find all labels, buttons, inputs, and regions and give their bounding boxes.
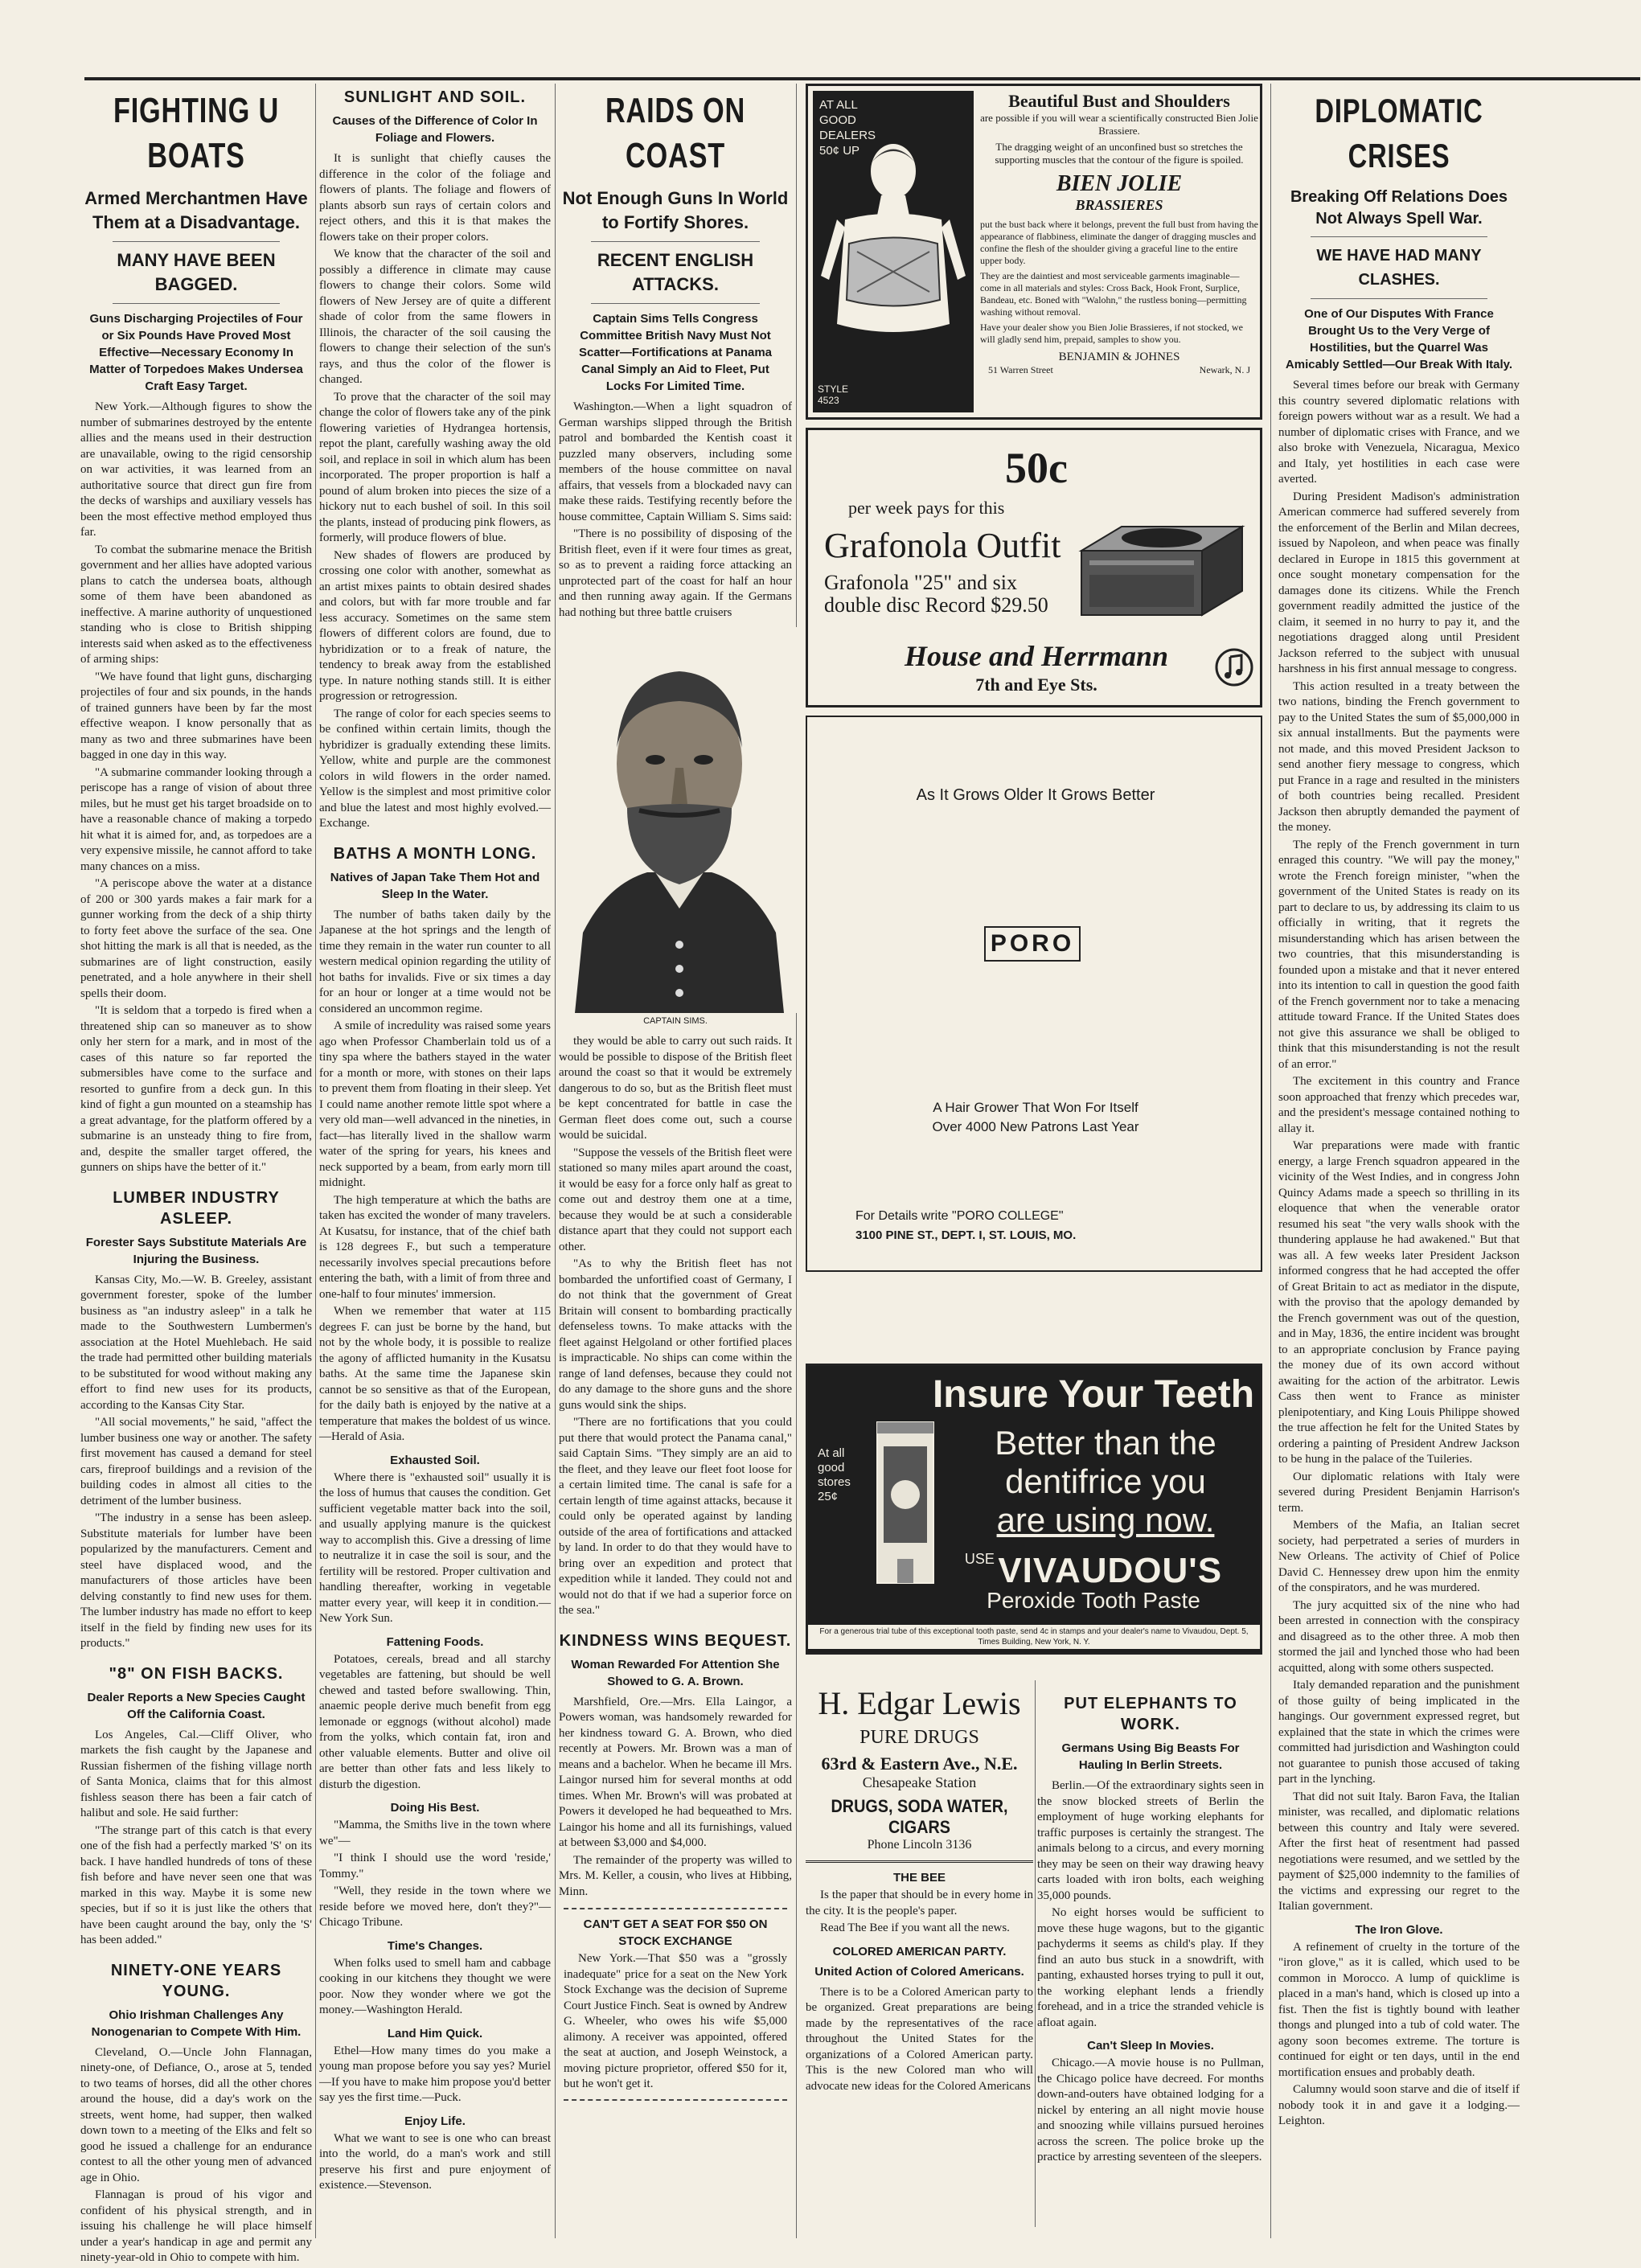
deck: One of Our Disputes With France Brought Us to the Very Verge of Hostilities, but the Quarrel Was Amicably Settled—Our Break With Italy.	[1285, 307, 1513, 371]
article-paragraph: When folks used to smell ham and cabbage cooking in our kitchens they thought we were poor. Now they wonder where we got the money.—Washington Herald.	[319, 1956, 551, 2016]
deck: Captain Sims Tells Congress Committee British Navy Must Not Scatter—Fortifications at Panama Canal Simply an Aid to Fleet, Put Locks For Limited Time.	[578, 312, 773, 393]
headline: THE BEE	[892, 1871, 946, 1885]
article-paragraph: The jury acquitted six of the nine who had been arrested in connection with the conspiracy and disagreed as to the other three. A mob then stormed the jail and lynched those who had been acquitted, along with some others suspected.	[1278, 1598, 1520, 1675]
article-paragraph: "Mamma, the Smiths live in the town where we"—	[319, 1819, 551, 1848]
article-paragraph: That did not suit Italy. Baron Fava, the Italian minister, was recalled, and diplomatic relations between this country and Italy were severed. After the first heat of resentment had passed negotiations were resumed, and we settled by the payment of $25,000 indemnity to the families of the victims and expressing our regret to the Italian government.	[1278, 1790, 1520, 1913]
article-paragraph: Ethel—How many times do you make a young man propose before you say yes? Muriel—If you have to make him propose you'd better say yes the first time.—Puck.	[319, 2044, 551, 2104]
article-paragraph: The remainder of the property was willed to Mrs. M. Keller, a cousin, who lives at Hibbing, Minn.	[559, 1853, 792, 1898]
ad-tagline: As It Grows Older It Grows Better	[916, 786, 1155, 804]
deck: RECENT ENGLISH ATTACKS.	[597, 250, 754, 294]
headline: "8" ON FISH BACKS.	[109, 1664, 284, 1683]
article-paragraph: New York.—That $50 was a "grossly inadequate" price for a seat on the New York Stock Exchange was the decision of Supreme Court Justice Finch. Seat is owned by Andrew G. Wheeler, who owes his wife $5,000 alimony. A receiver was appointed, offered the seat at auction, and Joseph Weinstock, a moving picture proprietor, offered $50 for it, but he won't get it.	[564, 1952, 787, 2090]
subheading: Doing His Best.	[390, 1801, 480, 1815]
ad-text: per week pays for this	[848, 498, 1005, 518]
ad-fine-print: For a generous trial tube of this exceptional tooth paste, send 4c in stamps and your dealer's name to Vivaudou, Dept. 5, Times Building, New York, N. Y.	[808, 1625, 1260, 1649]
ad-price: 50c	[1005, 444, 1068, 492]
article-paragraph: "All social movements," he said, "affect the lumber business one way or another. The safety first movement has caused a demand for steel cars, fireproof buildings and a revision of the building codes in almost all cities to the detriment of the lumber business.	[80, 1416, 312, 1507]
article-paragraph: Our diplomatic relations with Italy were severed during President Benjamin Harrison's term.	[1278, 1470, 1520, 1515]
deck: Breaking Off Relations Does Not Always Spell War.	[1290, 188, 1508, 228]
separator	[113, 241, 280, 242]
article-paragraph: they would be able to carry out such raids. It would be possible to dispose of the British fleet around the coast so that it would be extremely dangerous to do so, but as the British fleet must be kept concentrated for battle in case the German fleet does come out, such a course would be suicidal.	[559, 1035, 792, 1142]
captain-sims-portrait	[559, 627, 800, 1013]
ad-text: The dragging weight of an unconfined bust so stretches the supporting muscles that the contour of the figure is spoiled.	[995, 141, 1244, 166]
subheading: Time's Changes.	[387, 1938, 483, 1953]
article-paragraph: When we remember that water at 115 degrees F. can just be borne by the hand, but not by the whole body, it is possible to realize the agony of afflicted humanity in the Kusatsu baths. At the same time the Japanese skin cannot be so sensitive as that of the European, for the daily bath is enjoyed by the native at a temperature that makes the boldest of us wince.—Herald of Asia.	[319, 1305, 551, 1443]
article-paragraph: To combat the submarine menace the British government and her allies have adopted various plans to catch the undersea boats, although some of them have been abandoned as ineffective. A marine authority of unquestioned standing who is close to British shipping interests said when asked as to the effectiveness of arming ships:	[80, 543, 312, 666]
phonograph-illustration	[1073, 502, 1250, 623]
article-paragraph: Members of the Mafia, an Italian secret society, had perpetrated a series of murders in New Orleans. The activity of Chief of Police David C. Hennessey drew upon him the enmity of the conspirators, and he was murdered.	[1278, 1519, 1520, 1594]
ad-text: Chesapeake Station	[862, 1774, 977, 1790]
brand-logo: BRASSIERES	[1075, 197, 1163, 213]
article-paragraph: "There is no possibility of disposing of the British fleet, even if it were four times as great, so as to prevent a raiding force attacking an unprotected part of the coast for half an hour and then running away again. If the Germans had nothing but three battle cruisers	[559, 527, 792, 619]
deck: Woman Rewarded For Attention She Showed to G. A. Brown.	[571, 1657, 780, 1688]
article-paragraph: Is the paper that should be in every home in the city. It is the people's paper.	[806, 1889, 1033, 1917]
article-paragraph: "The industry in a sense has been asleep. Substitute materials for lumber have been popularized by the manufacturers. Cement and steel have displaced wood, and the manufacturers of those articles have been delving constantly to find new uses for them. The lumber industry has made no effort to keep itself in the field by finding new uses for its products."	[80, 1511, 312, 1650]
top-rule	[84, 77, 1640, 80]
article-paragraph: Italy demanded reparation and the punishment of those guilty of being implicated in the hangings. Our government expressed regret, but explained that the state in which the crimes were committed had jurisdiction and Washington could not guarantee to punish those accused of taking part in the lynching.	[1278, 1679, 1520, 1786]
photo-caption: CAPTAIN SIMS.	[643, 1016, 708, 1026]
separator	[591, 303, 760, 304]
ad-text: A Hair Grower That Won For Itself	[933, 1100, 1138, 1115]
article-paragraph: New York.—Although figures to show the number of submarines destroyed by the entente allies and the means used in their destruction are unavailable, owing to the rigid censorship on war activities, it was learned from an authoritative source that direct gun fire from the decks of warships and auxiliary vessels has been the most effective method employed thus far.	[80, 400, 312, 539]
ad-poro	[806, 716, 1262, 1272]
article-paragraph: Calumny would soon starve and die of itself if nobody took it in and gave it a lodging.—Leighton.	[1278, 2083, 1520, 2127]
product-name: Grafonola Outfit	[824, 526, 1061, 565]
article-paragraph: Cleveland, O.—Uncle John Flannagan, ninety-one, of Defiance, O., arose at 5, tended to two teams of horses, did all the other chores around the house, did a day's work on the streets, went home, had supper, then walked down town to a meeting of the Elks and felt so good he issued a challenge for an endurance contest to all the other young men of advanced age in Ohio.	[80, 2045, 312, 2184]
article-paragraph: Washington.—When a light squadron of German warships slipped through the British patrol and bombarded the Kentish coast it puzzled many observers, including some members of the house committee on naval affairs, that vessels from a blockaded navy can make these raids. Testifying recently before the house committee, Captain William S. Sims said:	[559, 400, 792, 523]
article-paragraph: A refinement of cruelty in the torture of the "iron glove," as it is called, which used to be common in Morocco. A lump of quicklime is placed in a man's hand, which is closed up into a fist. Then the fist is tightly bound with leather thongs and plunged into a tub of cold water. The agony soon becomes extreme. The torture is continued for eight or ten days, until in the end mortification ensues and probably death.	[1278, 1940, 1520, 2079]
ad-bien-jolie	[806, 84, 1262, 420]
article-paragraph: "As to why the British fleet has not bombarded the unfortified coast of Germany, I do not think that the government of Great Britain will consent to bombarding practically defenseless towns. To make attacks with the fleet against Helgoland or other fortified places is impracticable. No ships can come within the range of land defenses, because they could not do any damage to the shore guns and the shore guns would sink the ships.	[559, 1257, 792, 1412]
article-paragraph: There is to be a Colored American party to be organized. Great preparations are being made by the representatives of the race throughout the United States for the organizations of a Colored American party. This is the new Colored man who will advocate new ideas for the Colored Americans	[806, 1985, 1033, 2093]
separator	[1311, 236, 1487, 237]
brand-logo: BIEN JOLIE	[1056, 171, 1183, 196]
article-paragraph: "There are no fortifications that you could put there that would protect the Panama canal," said Captain Sims. "They simply are an aid to the fleet, and they leave our fleet foot loose for a certain limited time. The canal is safe for a certain length of time against attacks, because it could only be operated against by landing outside of the area of fortifications and attacked by land. In order to do that they would have to bring over an expedition and protect that expedition while it landed. They could not and would not do that if we had a superior force on the sea."	[559, 1416, 792, 1617]
subheading: Can't Sleep In Movies.	[1087, 2039, 1214, 2053]
column-3	[559, 84, 792, 2109]
ad-text: Have your dealer show you Bien Jolie Brassieres, if not stocked, we will gladly send him, prepaid, samples to show you.	[980, 322, 1243, 345]
ad-phone: Phone Lincoln 3136	[867, 1838, 972, 1852]
deck: Ohio Irishman Challenges Any Nonogenarian to Compete With Him.	[91, 2008, 302, 2039]
deck: WE HAVE HAD MANY CLASHES.	[1316, 247, 1482, 289]
store-address: 7th and Eye Sts.	[975, 675, 1097, 695]
headline: BATHS A MONTH LONG.	[333, 844, 537, 863]
headline-diplomatic-crises: DIPLOMATIC CRISES	[1315, 92, 1483, 174]
price-badge: At all good stores 25¢	[818, 1446, 851, 1503]
store-name: House and Herrmann	[904, 640, 1169, 672]
article-paragraph: The reply of the French government in turn enraged this country. "We will pay the money," wrote the French foreign minister, "when the government of the United States is ready on its part to declare to us, by addressing its claim to us officially in writing, that it regrets the misunderstanding which has arisen between the two countries, that this misunderstanding is founded upon a mistake and that it never entered into its intention to call in question the good faith of the French government nor to take a menacing attitude toward France. If the United States does not give this assurance we shall be obliged to think that this misunderstanding is not the result of an error."	[1278, 838, 1520, 1071]
headline-raids-on-coast: RAIDS ON COAST	[605, 91, 746, 175]
article-paragraph: "A submarine commander looking through a periscope has a range of vision of about three miles, but he must get his target broadside on to have a reasonable chance of making a torpedo hit what it is aimed for, and, as torpedoes are a very expensive missile, he cannot afford to take many chances on a miss.	[80, 765, 312, 873]
ad-text: For Details write "PORO COLLEGE"	[855, 1209, 1064, 1223]
ad-copy	[980, 91, 1258, 376]
article-paragraph: Los Angeles, Cal.—Cliff Oliver, who markets the fish caught by the Japanese and Russian fishermen of the fishing village north of Santa Monica, claims that for this almost fishless season there has been a fair catch of halibut and sole. He said further:	[80, 1728, 312, 1819]
article-paragraph: War preparations were made with frantic energy, a large French squadron appeared in the vicinity of the West Indies, and in congress John Quincy Adams made a speech so thrilling in its eloquence that when the venerable orator resumed his seat "the very walls shook with the thundering applause he had awakened." But that was all. A few weeks later President Jackson informed congress that he had accepted the offer of Great Britain to act as mediator in the dispute, with the proviso that the apology demanded by the French government was out of the question, and in May, 1836, the entire incident was brought to an appropriate conclusion by France paying the money due of its own accord without awaiting for the action of the arbitrator. Lewis Cass then went to France as minister plenipotentiary, and King Louis Philippe showed the true affection he felt for the United States by ordering a painting of President Andrew Jackson to be hung in the palace of the Tuileries.	[1278, 1139, 1520, 1466]
article-paragraph: It is sunlight that chiefly causes the difference in the color of the foliage and flowers of plants. The foliage and flowers of plants absorb sun rays of certain colors and reject others, and this it is that makes the flowers take on their proper colors.	[319, 152, 551, 244]
ad-illustration-panel	[813, 91, 974, 412]
ad-text: They are the daintiest and most serviceable garments imaginable—come in all materials and styles: Cross Back, Hook Front, Surplice, Bandeau, etc. Boned with "Walohn," the rustless boning—permitting washing without removal.	[980, 270, 1247, 318]
article-paragraph: We know that the character of the soil and possibly a difference in climate may cause flowers to change their colors. Some wild flowers of New Jersey are of quite a different shade of color from the same flowers in Illinois, the character of the soil causing the flowers to change their selection of the sun's rays, and thus the color of the flower is changed.	[319, 248, 551, 386]
article-paragraph: "It is seldom that a torpedo is fired when a threatened ship can so maneuver as to show only her stern for a mark, and in most of the cases of this nature so far reported the submersibles have come to the surface and resorted to gunfire from a deck gun. In this kind of fight a gun mounted on a steamship has a great advantage, for the platform offered by a submarine is an unsteady thing to fire from, and, despite the smaller target offered, the gunners on ships have the better of it."	[80, 1004, 312, 1174]
column-5-lower	[1037, 1680, 1264, 2168]
article-paragraph: "We have found that light guns, discharging projectiles of four and six pounds, in the hands of trained gunners have been by far the most effective weapon. I know personally that as many as two and three submarines have been bagged in one day in this way.	[80, 670, 312, 761]
ad-store-name: H. Edgar Lewis	[818, 1685, 1021, 1721]
article-paragraph: No eight horses would be sufficient to move these huge wagons, but to the gigantic pachyderms it seems as child's play. If they find an auto bus stuck in a snowdrift, with panting, exhausted horses trying to pull it out, the working elephant lends a friendly forehead, and in a trice the stranded vehicle is afloat again.	[1037, 1906, 1264, 2029]
headline-sunlight-and-soil: SUNLIGHT AND SOIL.	[343, 88, 527, 106]
column-divider	[796, 84, 797, 2238]
article-paragraph: To prove that the character of the soil may change the color of flowers take any of the pink flowering varieties of Hydrangea hortensis, repot the plant, carefully washing away the old soil, and replace in soil in which alum has been incorporated. The proper proportion is half a pound of alum broken into pieces the size of a hickory nut to each bushel of soil. In this soil the plants, instead of producing pink flowers, as formerly, will produce flowers of blue.	[319, 390, 551, 544]
headline: PUT ELEPHANTS TO WORK.	[1064, 1695, 1237, 1733]
woman-illustration	[813, 139, 974, 404]
stock-exchange-box	[564, 1908, 787, 2101]
deck: Dealer Reports a New Species Caught Off the California Coast.	[87, 1690, 306, 1721]
deck: Not Enough Guns In World to Fortify Shores.	[562, 188, 789, 232]
column-divider	[555, 84, 556, 2238]
subheading: Land Him Quick.	[387, 2026, 483, 2040]
article-paragraph: The excitement in this country and France soon approached that frenzy which precedes war, and the president's message contained nothing to allay it.	[1278, 1075, 1520, 1135]
style-number: STYLE 4523	[818, 383, 849, 406]
ad-address: 3100 PINE ST., DEPT. I, ST. LOUIS, MO.	[855, 1228, 1077, 1242]
ad-text: DRUGS, SODA WATER, CIGARS	[831, 1796, 1008, 1837]
poro-logo: PORO	[984, 926, 1081, 962]
article-paragraph: Several times before our break with Germany this country severed diplomatic relations with foreign powers without war as a result. We had a number of diplomatic crises with France, and we also broke with Venezuela, Nicaragua, Mexico and Italy, yet hostilities in each case were averted.	[1278, 379, 1520, 486]
ad-headline: Beautiful Bust and Shoulders	[1008, 91, 1230, 111]
article-paragraph: Flannagan is proud of his vigor and confident of his physical strength, and in issuing his challenge he will place himself under a year's handicap in age and permit any ninety-year-old in Ohio to compete with him.	[80, 2188, 312, 2264]
column-2	[319, 84, 551, 2196]
article-paragraph: "A periscope above the water at a distance of 200 or 300 yards makes a fair mark for a gunner working from the deck of a ship thirty to forty feet above the surface of the sea. One shot hitting the mark is all that is needed, as the submarines are of light construction, easily penetrated, and a hole anywhere in their shell spells their doom.	[80, 877, 312, 1000]
headline: COLORED AMERICAN PARTY.	[832, 1944, 1007, 1958]
ad-h-edgar-lewis	[806, 1680, 1033, 1863]
ad-brand-block: USE VIVAUDOU'S Peroxide Tooth Paste	[964, 1551, 1223, 1613]
article-paragraph: Potatoes, cereals, bread and all starchy vegetables are fattening, but should be well chewed and tasted before swallowing. Thin, anaemic people derive much benefit from egg lemonade or eggnogs (without alcohol) made from the yolks, which contain fat, iron and other valuable elements. Butter and olive oil are better than other fats and less likely to disturb the digestion.	[319, 1652, 551, 1791]
article-paragraph: A smile of incredulity was raised some years ago when Professor Chamberlain told us of a tiny spa where the bathers stayed in the water for a month or more, with stones on their laps to prevent them from floating in their sleep. Yet I could name another remote little spot where a very old man—well advanced in the nineties, in fact—has literally lived in the shallow warm water of the spring for years, his knees and neck supported by a beam, from early morn till midnight.	[319, 1019, 551, 1189]
deck: Natives of Japan Take Them Hot and Sleep In the Water.	[330, 870, 540, 901]
article-paragraph: Kansas City, Mo.—W. B. Greeley, assistant government forester, spoke of the lumber business as "an industry asleep" in a talk he made to the Southwestern Lumbermen's association at the Hotel Muehlebach. He said the trade had permitted other building materials to be substituted for wood without making any effort to find new uses for its products, according to the Kansas City Star.	[80, 1273, 312, 1412]
deck: MANY HAVE BEEN BAGGED.	[117, 250, 276, 294]
deck: United Action of Colored Americans.	[814, 1964, 1024, 1979]
column-divider	[315, 84, 316, 2238]
article-paragraph: "Suppose the vessels of the British fleet were stationed so many miles apart around the coast, it would be easy for a force only half as great to come out and destroy them one at a time, because they would be at such a considerable distance apart that they could not support each other.	[559, 1146, 792, 1253]
ad-body: Better than the dentifrice you are using now.	[995, 1424, 1216, 1539]
article-paragraph: Where there is "exhausted soil" usually it is the loss of humus that causes the condition. Get sufficient vegetable matter back into the soil, and usually applying manure is the quickest way to accomplish this. Give a dressing of lime to neutralize it in case the soil is sour, and the fertility will be restored. Proper cultivation and handling thereafter, working in vegetable matter every year, will keep it in condition.—New York Sun.	[319, 1470, 551, 1625]
article-paragraph: "The strange part of this catch is that every one of the fish had a perfectly marked 'S' on its back. I have handled hundreds of tons of these fish before and have never seen one that was marked in this way. Maybe it is some new species, but if so it is just like the others that have been caught around the bay, only the 'S' has been added."	[80, 1823, 312, 1946]
article-paragraph: This action resulted in a treaty between the two nations, binding the French government to pay to the United States the sum of $5,000,000 in six annual installments. But the payments were not made, and this moved President Jackson to send another fiery message to congress, which put France in a rage and resulted in the ministers of both countries being recalled. President Jackson then abruptly demanded the payment of the money.	[1278, 679, 1520, 834]
ad-text: put the bust back where it belongs, prevent the full bust from having the appearance of flabbiness, eliminate the danger of dragging muscles and confine the flesh of the shoulder giving a graceful line to the entire upper body.	[980, 219, 1258, 266]
article-paragraph: Read The Bee if you want all the news.	[820, 1921, 1010, 1934]
column-divider	[1035, 1680, 1036, 2227]
ad-headline: Insure Your Teeth	[932, 1373, 1255, 1416]
deck: Armed Merchantmen Have Them at a Disadvantage.	[84, 188, 308, 232]
article-paragraph: "Well, they reside in the town where we reside before we moved here, don't they?"—Chicago Tribune.	[319, 1885, 551, 1929]
headline-fighting-u-boats: FIGHTING U BOATS	[113, 91, 280, 175]
column-4-lower	[806, 1680, 1033, 2096]
ad-text: are possible if you will wear a scientifically constructed Bien Jolie Brassiere.	[980, 112, 1258, 137]
article-paragraph: During President Madison's administration American commerce had suffered severely from the enforcement of the Berlin and Milan decrees, issued by Napoleon, and when peace was finally declared in Europe in 1815 this government at once sought monetary compensation for the damages done its citizens. While the French government readily admitted the justice of the claim, it seemed in no hurry to pay it, and the negotiations dragged along until President Jackson referred to the subject with unusual harshness in his first annual message to congress.	[1278, 490, 1520, 675]
deck: Guns Discharging Projectiles of Four or Six Pounds Have Proved Most Effective—Necessary Economy In Matter of Torpedoes Makes Undersea Craft Easy Target.	[89, 312, 303, 393]
subheading: Exhausted Soil.	[390, 1453, 480, 1467]
separator	[1311, 298, 1487, 299]
columbia-note-icon	[1214, 647, 1254, 687]
article-paragraph: New shades of flowers are produced by crossing one color with another, somewhat as an artist mixes paints to obtain desired shades and colors, but with far more trouble and far less accuracy. Sometimes on the same stem flowers of different colors are found, due to hybridization or to a freak of nature, the tendency to break away from the established type. In nature nothing stands still. It is either progression or retrogression.	[319, 548, 551, 703]
column-1	[80, 84, 312, 2268]
column-divider	[1270, 84, 1271, 2238]
company-name: BENJAMIN & JOHNES	[1058, 351, 1180, 363]
subheading: Fattening Foods.	[386, 1634, 484, 1649]
ad-text: Grafonola "25" and six double disc Record $29.50	[824, 571, 1048, 617]
headline: LUMBER INDUSTRY ASLEEP.	[113, 1188, 280, 1228]
article-paragraph: Chicago.—A movie house is no Pullman, the Chicago police have decreed. For months down-and-outers have obtained lodging for a nickel by entering an all night movie house and snoozing while villains pursued heroines across the screen. The police broke up the practice by arresting seventeen of the sleepers.	[1037, 2057, 1264, 2163]
ad-address: 63rd & Eastern Ave., N.E.	[821, 1753, 1018, 1774]
deck: Causes of the Difference of Color In Foliage and Flowers.	[332, 114, 538, 145]
article-paragraph: "I think I should use the word 'reside,' Tommy."	[319, 1852, 551, 1880]
article-paragraph: The number of baths taken daily by the Japanese at the hot springs and the length of time they remain in the water run counter to all western medical opinion regarding the utility of hot baths for invalids. Five or six times a day for an hour or longer at a time would not be considered an uncommon regime.	[319, 908, 551, 1015]
separator	[113, 303, 280, 304]
ad-text: PURE DRUGS	[859, 1727, 979, 1748]
ad-text: Over 4000 New Patrons Last Year	[932, 1119, 1139, 1134]
subheading: Enjoy Life.	[404, 2114, 466, 2128]
article-paragraph: Marshfield, Ore.—Mrs. Ella Laingor, a Powers woman, was handsomely rewarded for her kindness toward G. A. Brown, who died recently at Powers. Mr. Brown was a man of means and a bachelor. When he became ill Mrs. Laingor nursed him for several months at odd times. When Mr. Brown's will was probated at Powers it developed he had bequeathed to Mrs. Laingor his home and all its furnishings, valued at between $3,000 and $4,000.	[559, 1695, 792, 1849]
headline: CAN'T GET A SEAT FOR $50 ON STOCK EXCHANGE	[583, 1917, 768, 1948]
separator	[591, 241, 760, 242]
headline: KINDNESS WINS BEQUEST.	[559, 1631, 792, 1650]
company-address: 51 Warren Street Newark, N. J	[988, 364, 1250, 375]
article-paragraph: What we want to see is one who can breast into the world, do a man's work and still preserve his first and pure enjoyment of existence.—Stevenson.	[319, 2131, 551, 2192]
article-paragraph: Berlin.—Of the extraordinary sights seen in the snow blocked streets of Berlin the employment of huge working elephants for traffic purposes is certainly the strangest. The animals belong to a circus, and every morning they may be seen on their way drawing heavy carts loaded with iron bolts, each weighing 35,000 pounds.	[1037, 1779, 1264, 1902]
price-badge: AT ALL GOOD DEALERS 50¢ UP	[819, 98, 876, 158]
deck: Forester Says Substitute Materials Are Injuring the Business.	[85, 1235, 307, 1266]
ad-vivaudou	[806, 1364, 1262, 1655]
headline: NINETY-ONE YEARS YOUNG.	[110, 1961, 282, 2000]
article-paragraph: The high temperature at which the baths are taken has excited the wonder of many travelers. At Kusatsu, for instance, that of the chief bath is 128 degrees F., but such a temperature necessarily involves special precautions before entering the bath, with a limit of from three and one-half to four minutes' immersion.	[319, 1193, 551, 1301]
article-paragraph: The range of color for each species seems to be confined within certain limits, though the hybridizer is gradually extending these limits. Yellow, white and purple are the commonest colors in wild flowers in the order named. Yellow is the simplest and most primitive color and blue the latest and most highly evolved.—Exchange.	[319, 707, 551, 830]
subheading: The Iron Glove.	[1355, 1922, 1443, 1937]
ad-grafonola	[806, 428, 1262, 707]
column-7	[1278, 84, 1520, 2131]
deck: Germans Using Big Beasts For Hauling In Berlin Streets.	[1061, 1741, 1240, 1772]
